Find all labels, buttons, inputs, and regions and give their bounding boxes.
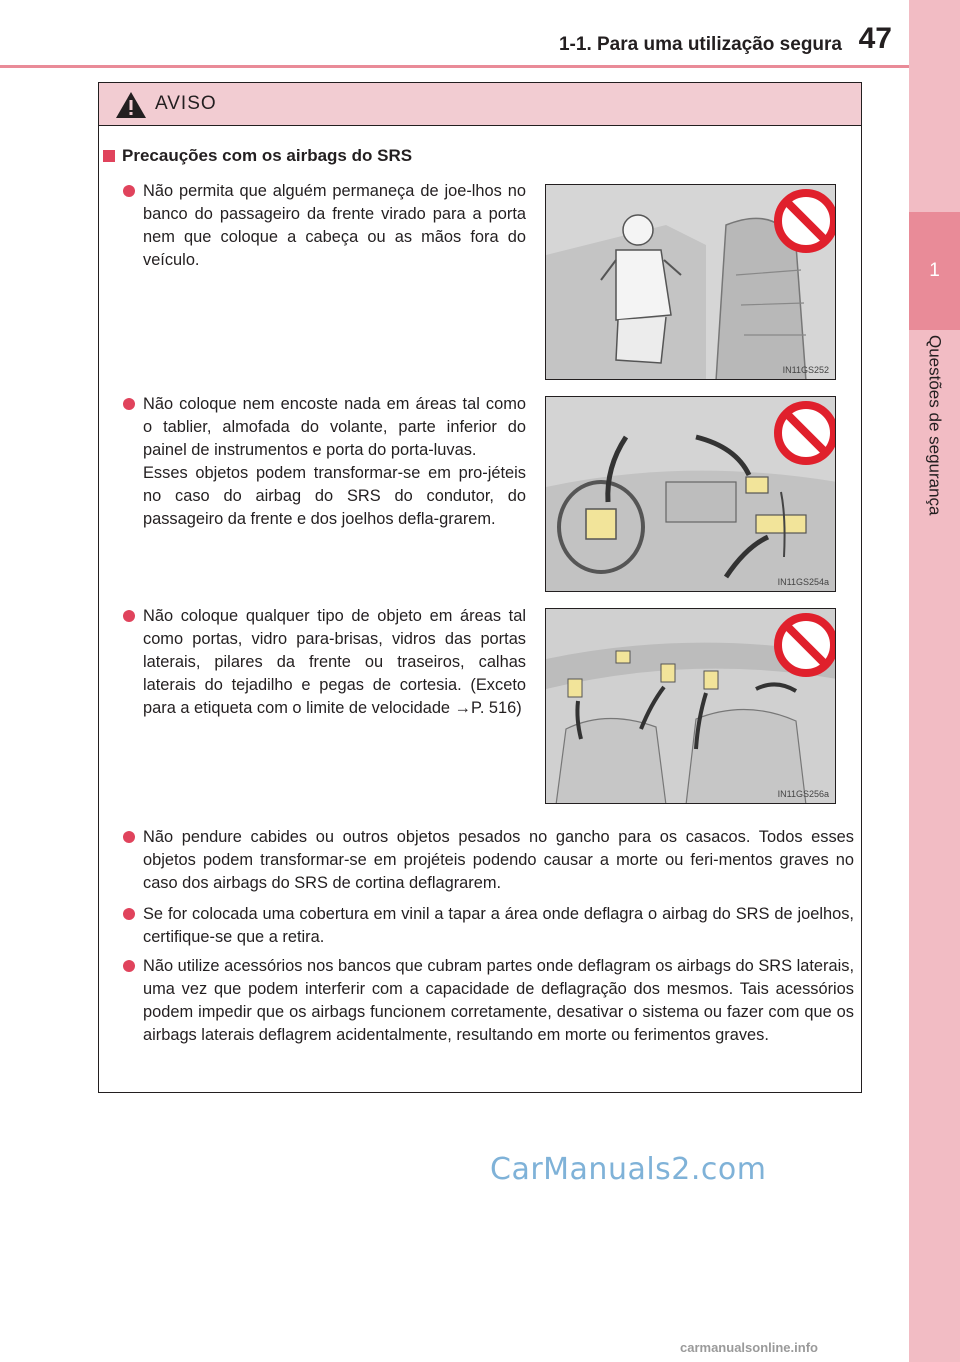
kneeling-passenger-drawing <box>546 185 836 380</box>
bullet-dot-icon <box>123 960 135 972</box>
illustration-cabin-interior <box>545 608 836 804</box>
chapter-title <box>909 335 960 575</box>
watermark-carmanuals: CarManuals2.com <box>490 1152 767 1187</box>
list-item-text: Não permita que alguém permaneça de joe-lhos no banco do passageiro da frente virado para a porta nem que coloque a cabeça ou as mãos fora do veículo. <box>143 182 526 269</box>
watermark-carmanualsonline: carmanualsonline.info <box>680 1340 818 1355</box>
bullet-dot-icon <box>123 831 135 843</box>
list-item-text: Se for colocada uma cobertura em vinil a tapar a área onde deflagra o airbag do SRS de joelhos, certifique-se que a retira. <box>143 905 854 946</box>
chapter-number: 1 <box>929 260 940 281</box>
page-number: 47 <box>858 22 892 55</box>
list-item <box>143 826 854 895</box>
chapter-title-text: Questões de segurança <box>925 335 945 516</box>
list-item-text: Não pendure cabides ou outros objetos pesados no gancho para os casacos. Todos esses objetos podem transformar-se em projéteis podendo causar a morte ou feri-mentos graves no caso dos airbags do SRS de cortina deflagrarem. <box>143 828 854 892</box>
figure-code: IN11GS256a <box>777 789 829 799</box>
dashboard-drawing <box>546 397 836 592</box>
side-tab-strip <box>909 0 960 1362</box>
figure-code: IN11GS254a <box>777 577 829 587</box>
bullet-dot-icon <box>123 610 135 622</box>
warning-label: AVISO <box>155 93 217 114</box>
header-divider <box>0 65 909 68</box>
page-section-title: 1-1. Para uma utilização segura <box>558 34 842 55</box>
list-item <box>143 605 526 720</box>
warning-header <box>99 83 861 126</box>
list-item-text: Não coloque nem encoste nada em áreas tal como o tablier, almofada do volante, parte inferior do painel de instrumentos e porta do porta-luvas. <box>143 395 526 459</box>
list-item <box>143 903 854 949</box>
cabin-interior-drawing <box>546 609 836 804</box>
list-item <box>143 955 854 1047</box>
square-bullet-icon <box>103 150 115 162</box>
bullet-dot-icon <box>123 398 135 410</box>
airbag-precautions-heading <box>103 146 412 166</box>
list-item <box>143 393 526 531</box>
illustration-kneeling-passenger <box>545 184 836 380</box>
illustration-dashboard <box>545 396 836 592</box>
list-item-text: Não coloque qualquer tipo de objeto em áreas tal como portas, vidro para-brisas, vidros das portas laterais, pilares da frente ou traseiros, calhas laterais do tejadilho e pegas de cortesia. (Exceto para a etiqueta com o limite de velocidade →P. 516) <box>143 607 526 717</box>
chapter-tab[interactable] <box>909 212 960 330</box>
list-item-text: Não utilize acessórios nos bancos que cubram partes onde deflagram os airbags do SRS laterais, uma vez que podem interferir com a capacidade de deflagração dos mesmos. Tais acessórios podem impedir que os airbags funcionem corretamente, desativar o sistema ou fazer com que os airbags laterais deflagrem acidentalmente, resultando em morte ou ferimentos graves. <box>143 957 854 1044</box>
list-item <box>143 180 526 272</box>
bullet-dot-icon <box>123 908 135 920</box>
warning-triangle-icon <box>115 91 147 119</box>
figure-code: IN11GS252 <box>782 365 829 375</box>
section-title-text: Precauções com os airbags do SRS <box>122 146 413 165</box>
bullet-dot-icon <box>123 185 135 197</box>
list-item-subtext: Esses objetos podem transformar-se em pro-jéteis no caso do airbag do SRS do condutor, do passageiro da frente e dos joelhos defla-grarem. <box>143 464 526 528</box>
